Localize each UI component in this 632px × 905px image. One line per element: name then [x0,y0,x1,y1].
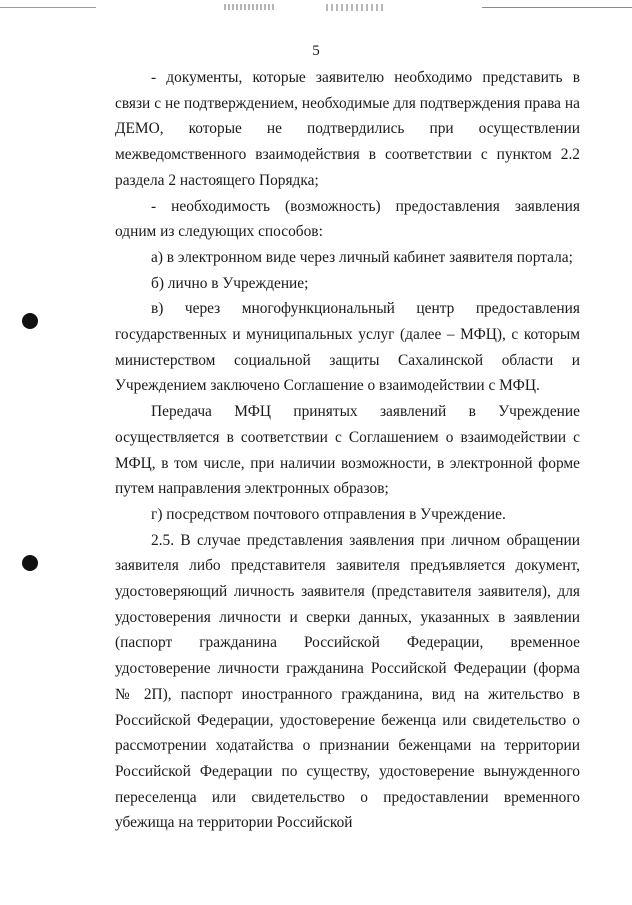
paragraph: 2.5. В случае представления заявления при личном обращении заявителя либо представителя заявителя предъявляется документ, удостоверяющий личность заявителя (представителя заявителя), для удостоверения личности и сверки данных, указанных в заявлении (паспорт гражданина Российской Федерации, временное удостоверение личности гражданина Российской Федерации (форма № 2П), паспорт иностранного гражданина, вид на жительство в Российской Федерации, удостоверение беженца или свидетельство о рассмотрении ходатайства о признании беженцами на территории Российской Федерации по существу, удостоверение вынужденного переселенца или свидетельство о предоставлении временного убежища на территории Российской [115,531,580,832]
page-number: 5 [312,43,320,59]
scan-smudge [224,4,276,10]
body-text [115,65,580,836]
scan-edge-line-left [0,7,96,8]
paragraph: в) через многофункциональный центр предоставления государственных и муниципальных услуг (далее – МФЦ), с которым министерством социальной защиты Сахалинской области и Учреждением заключено Соглашение о взаимодействии с МФЦ. [115,300,580,395]
paragraph: - необходимость (возможность) предоставления заявления одним из следующих способов: [115,197,580,241]
scan-smudge [326,4,384,11]
paragraph: г) посредством почтового отправления в Учреждение. [151,505,506,523]
paragraph: Передача МФЦ принятых заявлений в Учреждение осуществляется в соответствии с Соглашением о взаимодействии с МФЦ, в том числе, при наличии возможности, в электронной форме путем направления электронных образов; [115,403,580,498]
punch-hole-mark [22,555,38,571]
paragraph: б) лично в Учреждение; [151,274,309,292]
punch-hole-mark [22,313,38,329]
scan-edge-line-right [482,7,632,8]
paragraph: - документы, которые заявителю необходимо представить в связи с не подтверждением, необходимые для подтверждения права на ДЕМО, которые не подтвердились при осуществлении межведомственного взаимодействия в соответствии с пунктом 2.2 раздела 2 настоящего Порядка; [115,69,580,189]
paragraph: а) в электронном виде через личный кабинет заявителя портала; [151,248,573,266]
